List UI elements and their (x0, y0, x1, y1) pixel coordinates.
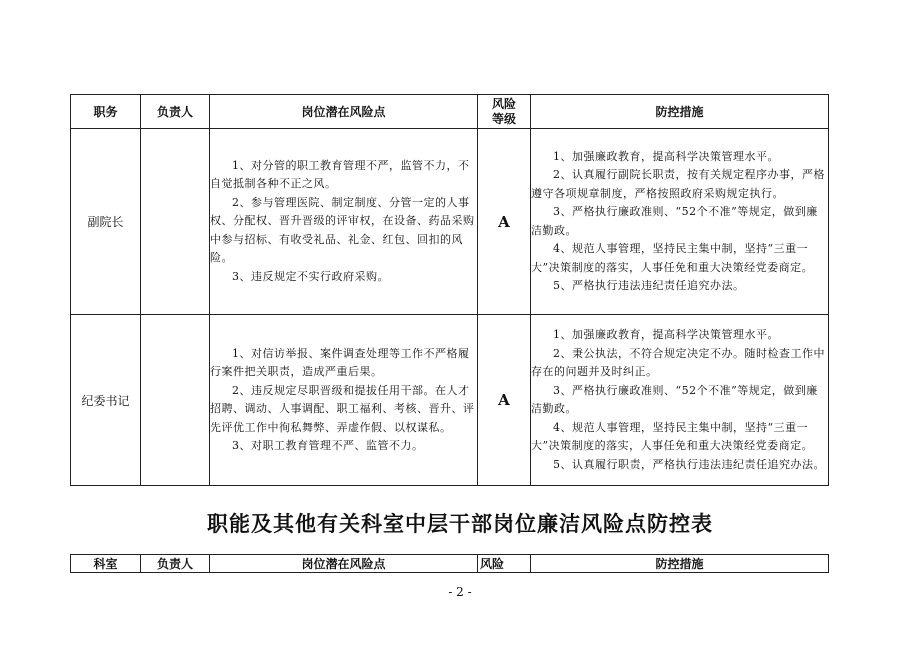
risk-cell (210, 129, 478, 315)
risk-item: 2、参与管理医院、制定制度、分管一定的人事权、分配权、晋升晋级的评审权，在设备、药品采购中参与招标、有收受礼品、礼金、红包、回扣的风险。 (210, 195, 475, 265)
table-row (71, 129, 829, 315)
table-row (71, 315, 829, 486)
control-item: 1、加强廉政教育，提高科学决策管理水平。 (553, 149, 779, 163)
controls-cell (531, 315, 829, 486)
header-risk-level-line1: 风险 (491, 96, 516, 111)
table-header-row (71, 95, 829, 129)
header-department: 科室 (71, 555, 141, 573)
header-controls: 防控措施 (531, 555, 829, 573)
risk-item: 3、违反规定不实行政府采购。 (232, 269, 389, 283)
risk-item: 3、对职工教育管理不严、监管不力。 (232, 439, 424, 452)
control-item: 4、规范人事管理，坚持民主集中制，坚持“三重一大”决策制度的落实，人事任免和重大决策经党委商定。 (531, 242, 814, 274)
header-controls: 防控措施 (531, 95, 829, 129)
control-item: 5、严格执行违法违纪责任追究办法。 (553, 279, 745, 292)
control-item: 3、严格执行廉政准则、“52个不准”等规定，做到廉洁勤政。 (531, 205, 818, 237)
table-header-row (71, 555, 829, 573)
header-risk-level-line2: 等级 (491, 111, 516, 126)
department-table-header (70, 554, 829, 573)
header-risk-points: 岗位潜在风险点 (210, 555, 478, 573)
control-item: 4、规范人事管理，坚持民主集中制，坚持“三重一大”决策制度的落实，人事任免和重大决策经党委商定。 (531, 420, 814, 452)
header-person: 负责人 (141, 555, 210, 573)
controls-cell (531, 129, 829, 315)
header-risk-level (478, 95, 531, 129)
person-cell (141, 129, 210, 315)
risk-item: 1、对信访举报、案件调查处理等工作不严格履行案件把关职责，造成严重后果。 (210, 346, 470, 378)
header-risk: 风险 (478, 555, 531, 573)
section-title: 职能及其他有关科室中层干部岗位廉洁风险点防控表 (207, 511, 713, 536)
risk-item: 2、违反规定尽职晋级和提拔任用干部。在人才招聘、调动、人事调配、职工福利、考核、晋升、评先评优工作中徇私舞弊、弄虚作假、以权谋私。 (210, 383, 475, 434)
risk-level-cell: A (478, 129, 531, 315)
page-number: - 2 - (448, 585, 472, 599)
control-item: 2、认真履行副院长职责，按有关规定程序办事，严格遵守各项规章制度，严格按照政府采购规定执行。 (531, 168, 825, 200)
risk-level-cell: A (478, 315, 531, 486)
risk-cell (210, 315, 478, 486)
control-item: 5、认真履行职责，严格执行违法违纪责任追究办法。 (553, 457, 825, 471)
control-item: 1、加强廉政教育，提高科学决策管理水平。 (553, 328, 779, 341)
control-item: 3、严格执行廉政准则、“52个不准”等规定，做到廉洁勤政。 (531, 383, 818, 415)
position-cell: 纪委书记 (71, 315, 141, 486)
header-risk-points: 岗位潜在风险点 (210, 95, 478, 129)
control-item: 2、秉公执法，不符合规定决定不办。随时检查工作中存在的问题并及时纠正。 (531, 346, 825, 378)
header-position: 职务 (71, 95, 141, 129)
person-cell (141, 315, 210, 486)
header-person: 负责人 (141, 95, 210, 129)
position-cell: 副院长 (71, 129, 141, 315)
risk-item: 1、对分管的职工教育管理不严，监管不力，不自觉抵制各种不正之风。 (210, 158, 470, 191)
risk-table (70, 94, 829, 486)
